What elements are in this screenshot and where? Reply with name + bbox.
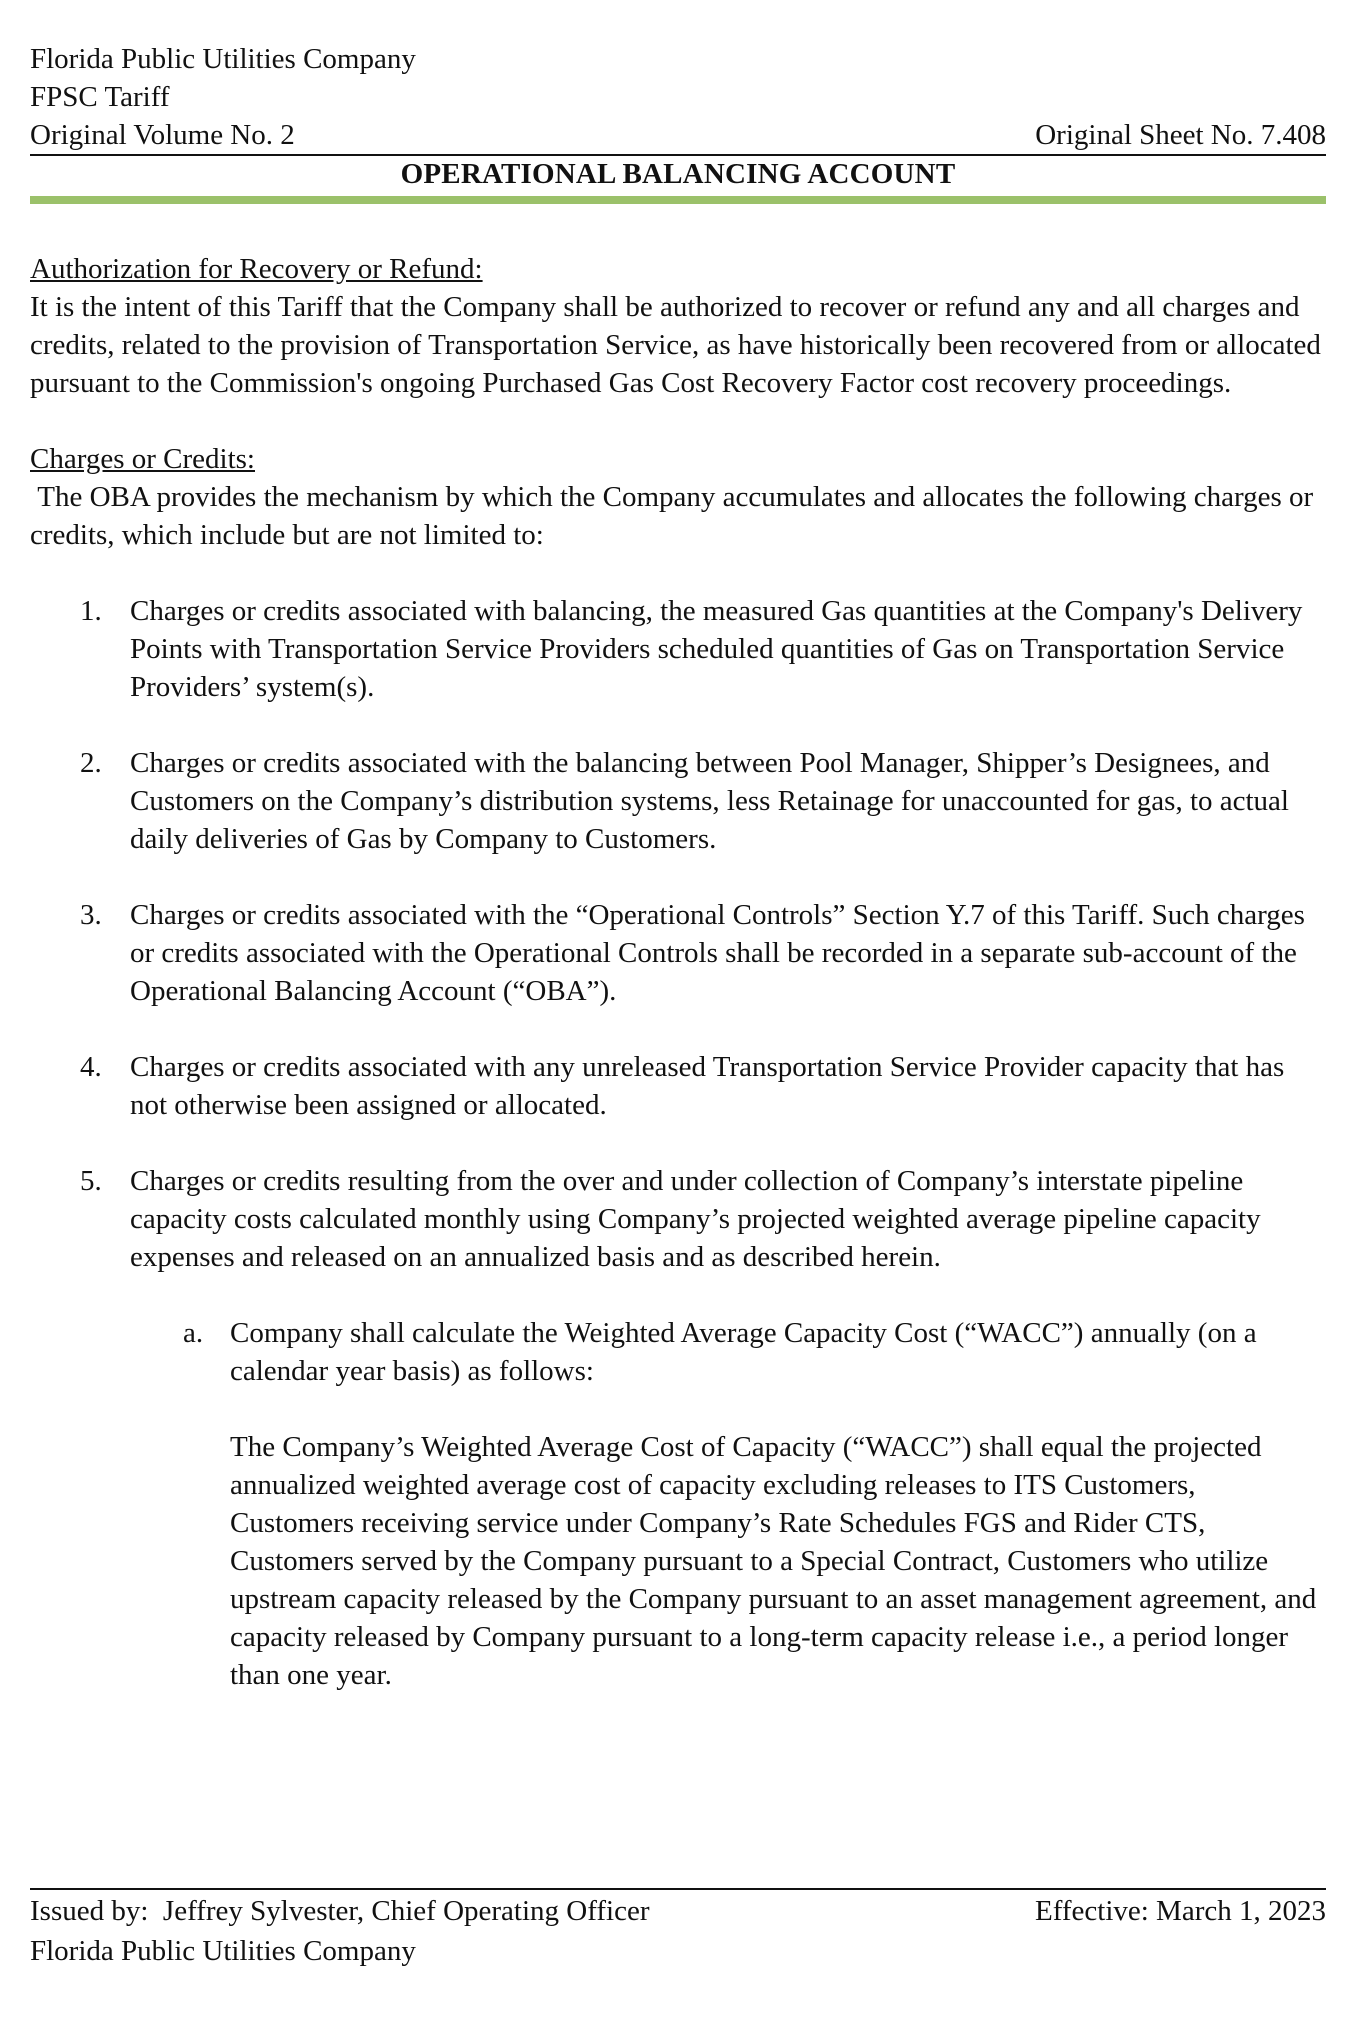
footer-effective-date: Effective: March 1, 2023 [1035, 1895, 1326, 1927]
charges-intro: The OBA provides the mechanism by which the Company accumulates and allocates the following charges or credits, which include but are not limited to: [30, 481, 1321, 551]
tariff-sheet [30, 40, 1326, 1694]
footer-row [30, 1890, 1326, 1930]
authorization-section [30, 250, 1326, 402]
footer-company-row [30, 1930, 1326, 1970]
list-item [30, 1048, 1326, 1124]
list-item-text: Charges or credits associated with balancing, the measured Gas quantities at the Company's Delivery Points with Transportation Service Providers scheduled quantities of Gas on Transportation Service Providers’ system(s). [130, 595, 1303, 703]
list-item [30, 896, 1326, 1010]
header-sheet-number: Original Sheet No. 7.408 [1035, 119, 1326, 151]
sub-list-item [30, 1314, 1326, 1390]
header-volume-row [30, 116, 1326, 156]
title-divider [30, 196, 1326, 204]
footer-company: Florida Public Utilities Company [30, 1935, 416, 1967]
sub-list-item-text: Company shall calculate the Weighted Average Capacity Cost (“WACC”) annually (on a calendar year basis) as follows: [230, 1317, 1257, 1387]
list-item [30, 592, 1326, 706]
authorization-text: It is the intent of this Tariff that the Company shall be authorized to recover or refund any and all charges and credits, related to the provision of Transportation Service, as have historically been recovered from or allocated pursuant to the Commission's ongoing Purchased Gas Cost Recovery Factor cost recovery proceedings. [30, 291, 1321, 399]
header-volume: Original Volume No. 2 [30, 119, 295, 151]
list-item-text: Charges or credits associated with any unreleased Transportation Service Provider capacity that has not otherwise been assigned or allocated. [130, 1051, 1285, 1121]
list-item [30, 744, 1326, 858]
list-item [30, 1162, 1326, 1276]
list-item-text: Charges or credits resulting from the over and under collection of Company’s interstate pipeline capacity costs calculated monthly using Company’s projected weighted average pipeline capacity expenses and released on an annualized basis and as described herein. [130, 1165, 1261, 1273]
header-company: Florida Public Utilities Company [30, 43, 416, 75]
page-title: OPERATIONAL BALANCING ACCOUNT [400, 158, 956, 190]
page-footer [30, 1888, 1326, 1970]
header-tariff: FPSC Tariff [30, 81, 170, 113]
list-item-number: 3. [80, 899, 102, 931]
authorization-heading: Authorization for Recovery or Refund: [30, 253, 483, 285]
footer-issued-by: Issued by: Jeffrey Sylvester, Chief Operating Officer [30, 1895, 650, 1927]
charges-heading: Charges or Credits: [30, 443, 255, 475]
sub-list-item-letter: a. [183, 1317, 204, 1349]
list-item-number: 4. [80, 1051, 102, 1083]
charges-list [30, 592, 1326, 1276]
list-item-number: 5. [80, 1165, 102, 1197]
wacc-definition: The Company’s Weighted Average Cost of Capacity (“WACC”) shall equal the projected annualized weighted average cost of capacity excluding releases to ITS Customers, Customers receiving service under Company’s Rate Schedules FGS and Rider CTS, Customers served by the Company pursuant to a Special Contract, Customers who utilize upstream capacity released by the Company pursuant to an asset management agreement, and capacity released by Company pursuant to a long-term capacity release i.e., a period longer than one year. [230, 1431, 1317, 1691]
list-item-number: 2. [80, 747, 102, 779]
list-item-number: 1. [80, 595, 102, 627]
charges-section [30, 440, 1326, 1694]
list-item-text: Charges or credits associated with the balancing between Pool Manager, Shipper’s Designees, and Customers on the Company’s distribution systems, less Retainage for unaccounted for gas, to actual daily deliveries of Gas by Company to Customers. [130, 747, 1289, 855]
list-item-text: Charges or credits associated with the “Operational Controls” Section Y.7 of this Tariff. Such charges or credits associated with the Operational Controls shall be recorded in a separate sub-account of the Operational Balancing Account (“OBA”). [130, 899, 1305, 1007]
